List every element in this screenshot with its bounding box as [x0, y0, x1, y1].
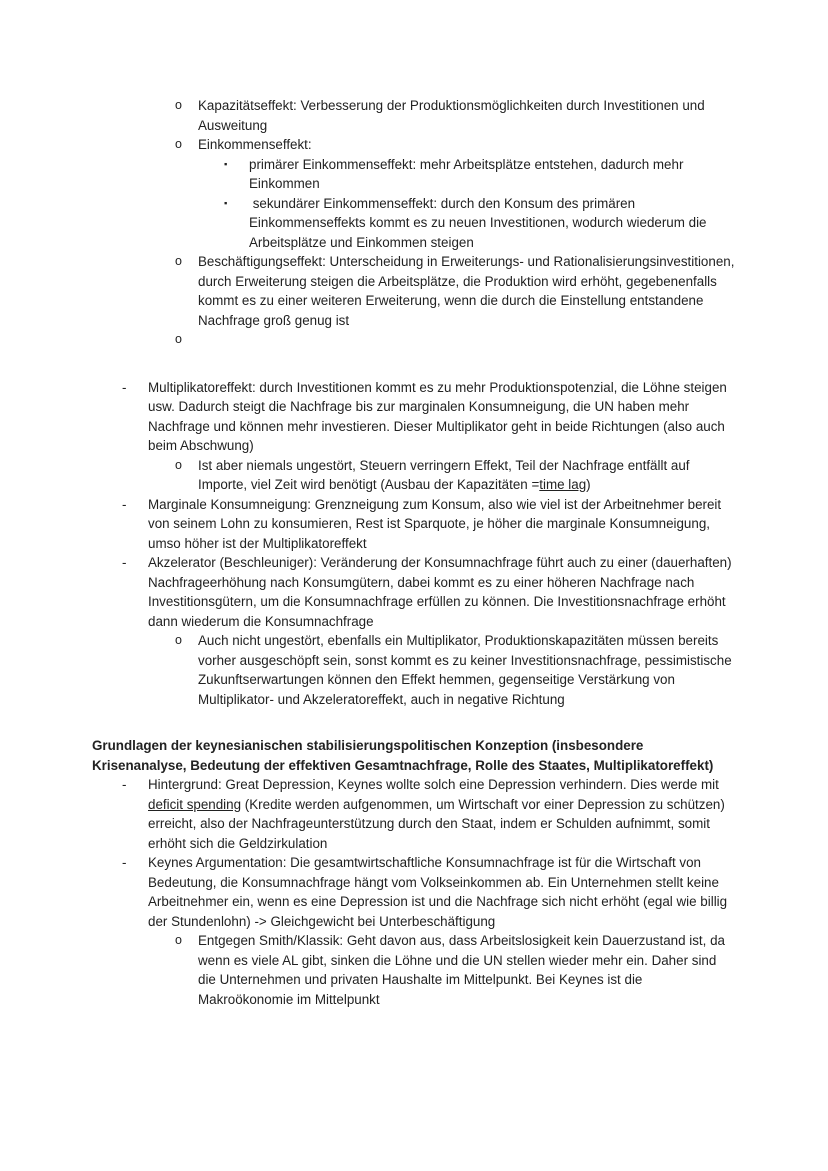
- paragraph-spacer: [0, 350, 828, 378]
- circle-bullet: o: [175, 137, 182, 151]
- list-item: [0, 252, 828, 330]
- circle-bullet: o: [175, 633, 182, 647]
- list-item-text: Keynes Argumentation: Die gesamtwirtschaftliche Konsumnachfrage ist für die Wirtschaft von Bedeutung, die Konsumnachfrage hängt vom Volkseinkommen ab. Ein Unternehmen stellt keine Arbeitnehmer ein, wenn es eine Depression ist und die Nachfrage sich nicht erhöht (egal wie billig der Stundenlohn) -> Gleichgewicht bei Unterbeschäftigung: [148, 855, 728, 929]
- text-run: Hintergrund: Great Depression, Keynes wollte solch eine Depression verhindern. Dies werde mit: [148, 777, 719, 792]
- list-item-text: Kapazitätseffekt: Verbesserung der Produktionsmöglichkeiten durch Investitionen und Ausweitung: [198, 98, 705, 133]
- circle-bullet: o: [175, 457, 182, 472]
- list-item-text: Entgegen Smith/Klassik: Geht davon aus, dass Arbeitslosigkeit kein Dauerzustand ist, da wenn es viele AL gibt, sinken die Löhne und die UN stellen wieder mehr ein. Daher sind die Unternehmen und privaten Haushalte im Mittelpunkt. Bei Keynes ist die Makroökonomie im Mittelpunkt: [198, 933, 725, 1007]
- list-item-text: [148, 775, 828, 853]
- dash-bullet: -: [122, 555, 127, 570]
- list-item: [0, 631, 828, 709]
- list-item: [0, 194, 828, 253]
- list-item: [0, 378, 828, 456]
- list-item: [0, 553, 828, 631]
- list-item: [0, 155, 828, 194]
- list-item-text: [198, 330, 828, 350]
- square-bullet: ▪: [224, 197, 228, 209]
- paragraph-spacer: [0, 709, 828, 736]
- section-heading: Grundlagen der keynesianischen stabilisierungspolitischen Konzeption (insbesondere Krisenanalyse, Bedeutung der effektiven Gesamtnachfrage, Rolle des Staates, Multiplikatoreffekt): [92, 738, 714, 773]
- list-item-text: Akzelerator (Beschleuniger): Veränderung der Konsumnachfrage führt auch zu einer (dauerhaften) Nachfrageerhöhung nach Konsumgütern, dabei kommt es zu einer höheren Nachfrage nach Investitionsgütern, um die Konsumnachfrage erfüllen zu können. Die Investitionsnachfrage erhöht dann wiederum die Konsumnachfrage: [148, 555, 732, 629]
- square-bullet: ▪: [224, 158, 228, 170]
- circle-bullet: o: [175, 254, 182, 268]
- list-item: [0, 330, 828, 350]
- circle-bullet: o: [175, 332, 182, 346]
- list-item: [0, 96, 828, 135]
- list-item-text: Auch nicht ungestört, ebenfalls ein Multiplikator, Produktionskapazitäten müssen bereits vorher ausgeschöpft sein, sonst kommt es zu keiner Investitionsnachfrage, pessimistische Zukunftserwartungen können den Effekt hemmen, gegenseitige Verstärkung von Multiplikator- und Akzeleratoreffekt, auch in negative Richtung: [198, 633, 732, 707]
- circle-bullet: o: [175, 933, 182, 947]
- list-item-text: [198, 456, 828, 495]
- dash-bullet: -: [122, 496, 127, 512]
- text-run: (Kredite werden aufgenommen, um Wirtschaft vor einer Depression zu schützen) erreicht, also der Nachfrageunterstützung durch den Staat, indem er Schulden aufnimmt, somit erhöht sich die Geldzirkulation: [148, 796, 725, 851]
- list-item: [0, 135, 828, 155]
- dash-bullet: -: [122, 777, 127, 792]
- list-item-text: Marginale Konsumneigung: Grenzneigung zum Konsum, also wie viel ist der Arbeitnehmer bereit von seinem Lohn zu konsumieren, Rest ist Sparquote, je höher die marginale Konsumneigung, umso höher ist der Multiplikatoreffekt: [148, 496, 722, 551]
- dash-bullet: -: [122, 379, 127, 395]
- list-item: [0, 456, 828, 495]
- list-item: [0, 853, 828, 931]
- text-run: Ist aber niemals ungestört, Steuern verringern Effekt, Teil der Nachfrage entfällt auf Importe, viel Zeit wird benötigt (Ausbau der Kapazitäten =: [198, 457, 690, 492]
- list-item-text: primärer Einkommenseffekt: mehr Arbeitsplätze entstehen, dadurch mehr Einkommen: [249, 156, 684, 191]
- list-item-text: sekundärer Einkommenseffekt: durch den Konsum des primären Einkommenseffekts kommt es zu neuen Investitionen, wodurch wiederum die Arbeitsplätze und Einkommen steigen: [249, 195, 707, 250]
- list-item-text: Einkommenseffekt:: [198, 137, 312, 152]
- list-item: [0, 931, 828, 1009]
- list-item-text: Beschäftigungseffekt: Unterscheidung in Erweiterungs- und Rationalisierungsinvestitionen, durch Erweiterung steigen die Arbeitsplätze, die Produktion wird erhöht, gegebenenfalls kommt es zu einer weiteren Erweiterung, wenn die durch die Einstellung entstandene Nachfrage groß genug ist: [198, 254, 735, 328]
- list-item: [0, 495, 828, 554]
- underlined-phrase: time lag: [539, 477, 587, 492]
- list-item: [0, 775, 828, 853]
- list-item-text: Multiplikatoreffekt: durch Investitionen kommt es zu mehr Produktionspotenzial, die Löhne steigen usw. Dadurch steigt die Nachfrage bis zur marginalen Konsumneigung, die UN haben mehr Nachfrage und können mehr investieren. Dieser Multiplikator geht in beide Richtungen (also auch beim Abschwung): [148, 379, 727, 453]
- dash-bullet: -: [122, 855, 127, 870]
- circle-bullet: o: [175, 98, 182, 112]
- text-run: ): [586, 477, 591, 492]
- underlined-phrase: deficit spending: [148, 796, 242, 812]
